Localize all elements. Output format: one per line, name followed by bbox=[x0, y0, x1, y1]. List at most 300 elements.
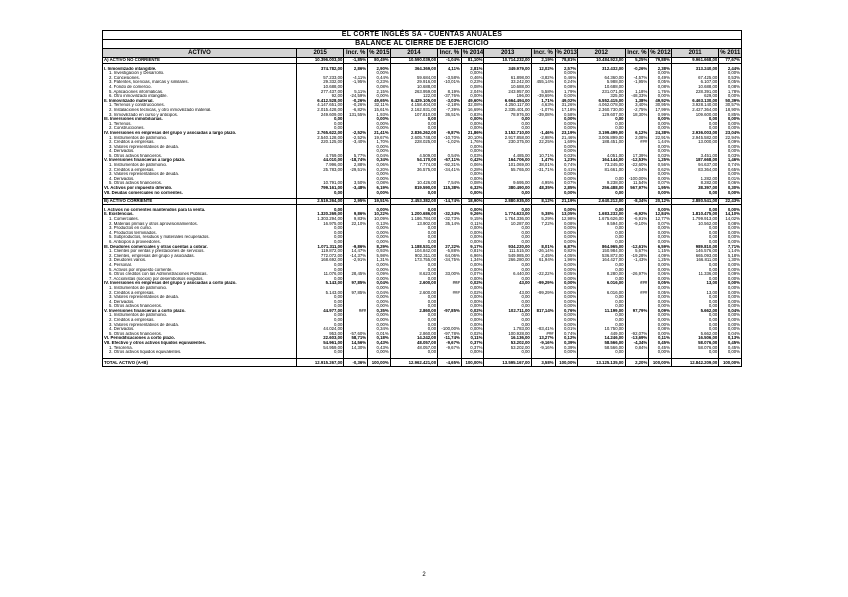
cell-value: 0,07% bbox=[555, 181, 578, 186]
cell-value: 6,59% bbox=[649, 245, 672, 250]
cell-value: 2.162.931,00 bbox=[390, 108, 437, 113]
cell-value: 0,00 bbox=[578, 191, 625, 196]
cell-value: 0,01% bbox=[555, 327, 578, 332]
cell-value: 220.125,00 bbox=[296, 140, 343, 145]
cell-value: 567,97% bbox=[625, 186, 649, 191]
cell-value: 536.872,00 bbox=[578, 254, 625, 259]
cell-value: 25.783,00 bbox=[296, 168, 343, 173]
cell-value: 0,00 bbox=[296, 277, 343, 282]
cell-value: 0,04% bbox=[719, 309, 742, 314]
row-label: 5. Otros activos financieros. bbox=[103, 332, 297, 337]
cell-value: 5.143,00 bbox=[296, 291, 343, 296]
cell-value: -26,14% bbox=[531, 249, 555, 254]
cell-value: 24,38% bbox=[649, 131, 672, 136]
cell-value: 0,00% bbox=[719, 277, 742, 282]
row-label: 3. Valores representativos de deuda. bbox=[103, 172, 297, 177]
cell-value: 0,00% bbox=[555, 71, 578, 76]
cell-value: 0,00% bbox=[368, 240, 391, 245]
cell-value: 0,00% bbox=[649, 263, 672, 268]
cell-value: 100,00% bbox=[368, 358, 391, 366]
cell-value: 14,10% bbox=[719, 212, 742, 217]
cell-value: 3,40% bbox=[625, 103, 649, 108]
cell-value: 2,38% bbox=[649, 67, 672, 72]
cell-value: 58.076,00 bbox=[671, 346, 718, 351]
cell-value: 0,30% bbox=[719, 186, 742, 191]
cell-value: 0,00% bbox=[649, 71, 672, 76]
cell-value: -2,75% bbox=[625, 108, 649, 113]
cell-value: 0,00% bbox=[555, 231, 578, 236]
cell-value: 0,00% bbox=[461, 240, 484, 245]
cell-value: 0,00% bbox=[461, 263, 484, 268]
cell-value: 131,55% bbox=[344, 113, 368, 118]
cell-value: 0,00% bbox=[649, 172, 672, 177]
cell-value: 54.959,00 bbox=[296, 346, 343, 351]
cell-value: 1.282,00 bbox=[671, 177, 718, 182]
cell-value: 6.552.415,00 bbox=[578, 99, 625, 104]
cell-value: -39,69% bbox=[531, 94, 555, 99]
cell-value: 0,83% bbox=[461, 113, 484, 118]
cell-value: 9,83% bbox=[344, 217, 368, 222]
row-label: 1. Instrumentos de patrimonio. bbox=[103, 286, 297, 291]
cell-value: 2,19% bbox=[531, 58, 555, 64]
cell-value: 21,19% bbox=[555, 199, 578, 205]
cell-value: 12,98% bbox=[555, 217, 578, 222]
cell-value: 5,38% bbox=[531, 212, 555, 217]
cell-value: 0,46% bbox=[555, 76, 578, 81]
cell-value: -0,36% bbox=[344, 358, 368, 366]
cell-value: 0,00% bbox=[461, 231, 484, 236]
cell-value: 1.675.626,00 bbox=[578, 217, 625, 222]
cell-value: 49,02% bbox=[555, 99, 578, 104]
cell-value: 0,74% bbox=[719, 163, 742, 168]
cell-value: 2.540.128,00 bbox=[296, 136, 343, 141]
cell-value: 0,00 bbox=[484, 117, 531, 122]
cell-value: 0,00 bbox=[578, 295, 625, 300]
row-label: IV. Inversiones en empresas del grupo y asociadas a corto plazo. bbox=[103, 281, 297, 286]
cell-value: 0,00 bbox=[296, 122, 343, 127]
cell-value: 49,65% bbox=[368, 99, 391, 104]
cell-value: 43,00 bbox=[484, 281, 531, 286]
cell-value: 7,54% bbox=[438, 181, 462, 186]
row-label: 2. Materias primas y otros aprovisionamientos. bbox=[103, 222, 297, 227]
cell-value: 380.490,00 bbox=[484, 186, 531, 191]
cell-value: 146.576,00 bbox=[671, 249, 718, 254]
cell-value: 0,00 bbox=[484, 235, 531, 240]
cell-value: 953,00 bbox=[296, 332, 343, 337]
cell-value: 22.603,00 bbox=[296, 336, 343, 341]
cell-value: 0,00% bbox=[555, 313, 578, 318]
cell-value: 0,00% bbox=[555, 208, 578, 213]
cell-value: -14,74% bbox=[438, 199, 462, 205]
row-label: 3. Productos en curso. bbox=[103, 226, 297, 231]
row-label: 4. Derivados. bbox=[103, 300, 297, 305]
cell-value: 0,00 bbox=[484, 122, 531, 127]
cell-value: 187.668,00 bbox=[671, 158, 718, 163]
cell-value: -100,00% bbox=[438, 327, 462, 332]
row-label: 4. Derivados. bbox=[103, 327, 297, 332]
cell-value: 188.451,00 bbox=[578, 140, 625, 145]
cell-value: 8,29% bbox=[368, 245, 391, 250]
cell-value: 0,00 bbox=[578, 122, 625, 127]
cell-value: -9,16% bbox=[531, 346, 555, 351]
cell-value: 0,00 bbox=[578, 300, 625, 305]
cell-value: 0,00 bbox=[484, 300, 531, 305]
cell-value: 0,00% bbox=[368, 277, 391, 282]
cell-value: 0,05% bbox=[649, 80, 672, 85]
cell-value: 0,00% bbox=[461, 117, 484, 122]
cell-value: 0,00 bbox=[390, 300, 437, 305]
cell-value: 168.692,00 bbox=[296, 258, 343, 263]
cell-value: 10.688,00 bbox=[671, 85, 718, 90]
cell-value: 0,00 bbox=[296, 235, 343, 240]
cell-value: 22,25% bbox=[531, 140, 555, 145]
cell-value: 0,62% bbox=[649, 168, 672, 173]
cell-value: 0,42% bbox=[461, 158, 484, 163]
cell-value: -97,85% bbox=[438, 309, 462, 314]
cell-value: 164.427,00 bbox=[578, 258, 625, 263]
cell-value: 4.509,00 bbox=[390, 154, 437, 159]
cell-value: 0,45% bbox=[719, 341, 742, 346]
cell-value: 6.412.528,00 bbox=[296, 99, 343, 104]
cell-value: 0,00 bbox=[296, 231, 343, 236]
cell-value: -67,11% bbox=[438, 158, 462, 163]
cell-value: 1,38% bbox=[625, 99, 649, 104]
report-title: EL CORTE INGLÉS SA - CUENTAS ANUALES bbox=[102, 30, 742, 39]
cell-value: 0,00% bbox=[649, 323, 672, 328]
cell-value: 8,01% bbox=[531, 245, 555, 250]
cell-value: 0,00 bbox=[390, 122, 437, 127]
column-header: 2011 bbox=[671, 49, 718, 58]
cell-value: 0,00% bbox=[719, 291, 742, 296]
cell-value: 14,30% bbox=[344, 346, 368, 351]
cell-value: -22,60% bbox=[625, 163, 649, 168]
cell-value: 0,00% bbox=[461, 172, 484, 177]
cell-value: 0,00 bbox=[578, 304, 625, 309]
cell-value: 0,00 bbox=[296, 313, 343, 318]
cell-value: 22,91% bbox=[649, 136, 672, 141]
cell-value: 14,47% bbox=[344, 249, 368, 254]
cell-value: 0,00% bbox=[555, 323, 578, 328]
cell-value: 13.595.167,00 bbox=[484, 358, 531, 366]
cell-value: -9,67% bbox=[438, 341, 462, 346]
cell-value: 0,00% bbox=[368, 191, 391, 196]
cell-value: 0,74% bbox=[555, 332, 578, 337]
cell-value: 0,58% bbox=[555, 113, 578, 118]
cell-value: 0,11% bbox=[649, 336, 672, 341]
cell-value: -6,91% bbox=[625, 217, 649, 222]
cell-value: -19,28% bbox=[625, 254, 649, 259]
cell-value: 7,71% bbox=[719, 245, 742, 250]
cell-value: 0,13% bbox=[719, 336, 742, 341]
cell-value: 0,00% bbox=[649, 122, 672, 127]
cell-value: 1,25% bbox=[649, 258, 672, 263]
cell-value: 13.125.135,00 bbox=[578, 358, 625, 366]
cell-value: 374.782,00 bbox=[296, 67, 343, 72]
cell-value: 5,67% bbox=[625, 249, 649, 254]
cell-value: 2.605.748,00 bbox=[390, 136, 437, 141]
cell-value: 0,08% bbox=[649, 327, 672, 332]
cell-value: 0,23% bbox=[368, 80, 391, 85]
cell-value: -100,00% bbox=[625, 177, 649, 182]
cell-value: 0,00% bbox=[555, 268, 578, 273]
cell-value: -1,07% bbox=[531, 108, 555, 113]
cell-value: 6.664.494,00 bbox=[484, 99, 531, 104]
cell-value: 0,00 bbox=[390, 318, 437, 323]
cell-value: 0,00% bbox=[368, 172, 391, 177]
cell-value: 0,00% bbox=[719, 145, 742, 150]
cell-value: 9.961.668,00 bbox=[671, 58, 718, 64]
cell-value: 7.996,00 bbox=[296, 163, 343, 168]
cell-value: 0,00 bbox=[296, 263, 343, 268]
cell-value: 0,00% bbox=[461, 191, 484, 196]
cell-value: 0,00 bbox=[390, 240, 437, 245]
cell-value: 32,11% bbox=[368, 103, 391, 108]
cell-value: 0,00% bbox=[719, 323, 742, 328]
cell-value: 109.600,00 bbox=[671, 113, 718, 118]
cell-value: 0,00% bbox=[461, 277, 484, 282]
cell-value: 0,02% bbox=[461, 309, 484, 314]
cell-value: 19,51% bbox=[368, 199, 391, 205]
cell-value: 0,35% bbox=[368, 309, 391, 314]
row-label: VI. Periodificaciones a corto plazo. bbox=[103, 336, 297, 341]
cell-value: -18,74% bbox=[344, 158, 368, 163]
row-label: 2. Créditos a empresas. bbox=[103, 168, 297, 173]
cell-value: 0,06% bbox=[719, 181, 742, 186]
cell-value: 16,69% bbox=[461, 108, 484, 113]
cell-value: 28,45% bbox=[344, 272, 368, 277]
cell-value: 61,94% bbox=[531, 258, 555, 263]
cell-value: 21,86% bbox=[461, 131, 484, 136]
cell-value: 902.311,00 bbox=[390, 254, 437, 259]
cell-value: 1,44% bbox=[649, 140, 672, 145]
cell-value: 2,04% bbox=[461, 90, 484, 95]
cell-value: 4.062.078,00 bbox=[578, 103, 625, 108]
report-subtitle: BALANCE AL CIERRE DE EJERCICIO bbox=[102, 39, 742, 48]
cell-value: 0,00 bbox=[578, 231, 625, 236]
cell-value: 7.774,00 bbox=[390, 163, 437, 168]
cell-value: 0,00 bbox=[296, 350, 343, 355]
cell-value: 4.147.651,00 bbox=[296, 103, 343, 108]
cell-value: 20,12% bbox=[649, 199, 672, 205]
cell-value: 0,00% bbox=[719, 71, 742, 76]
row-label: 1. Clientes por ventas y prestaciones de servicios. bbox=[103, 249, 297, 254]
cell-value: 0,00% bbox=[368, 286, 391, 291]
cell-value: -1,46% bbox=[531, 131, 555, 136]
cell-value: 48,35% bbox=[531, 186, 555, 191]
cell-value: 1.188.531,00 bbox=[390, 245, 437, 250]
row-label: 5. Otros activos financieros. bbox=[103, 181, 297, 186]
cell-value: 1.683.232,00 bbox=[578, 212, 625, 217]
cell-value: 0,00 bbox=[671, 231, 718, 236]
cell-value: 53.202,00 bbox=[484, 341, 531, 346]
cell-value: 13,00 bbox=[671, 291, 718, 296]
cell-value: 0,04% bbox=[719, 332, 742, 337]
cell-value: 0,00 bbox=[484, 268, 531, 273]
row-label: 4. Derivados. bbox=[103, 149, 297, 154]
cell-value: 0,00% bbox=[555, 277, 578, 282]
cell-value: 48.057,00 bbox=[390, 341, 437, 346]
cell-value: 6,96% bbox=[461, 254, 484, 259]
row-label: 5. Subproductos, residuos y materiales recuperados. bbox=[103, 235, 297, 240]
cell-value: 1,18% bbox=[625, 90, 649, 95]
cell-value: 100,00% bbox=[461, 358, 484, 366]
cell-value: 0,00 bbox=[296, 117, 343, 122]
cell-value: 0,00 bbox=[296, 126, 343, 131]
cell-value: 9.594,00 bbox=[578, 222, 625, 227]
cell-value: 0,00% bbox=[555, 145, 578, 150]
cell-value: 1,47% bbox=[531, 158, 555, 163]
cell-value: 1,70% bbox=[368, 140, 391, 145]
cell-value: 13.902,00 bbox=[390, 222, 437, 227]
cell-value: -99,29% bbox=[531, 291, 555, 296]
cell-value: 0,00% bbox=[649, 268, 672, 273]
cell-value: 0,00 bbox=[671, 313, 718, 318]
cell-value: 0,00% bbox=[719, 313, 742, 318]
table-row bbox=[103, 281, 742, 286]
cell-value: 0,05% bbox=[649, 291, 672, 296]
cell-value: 5.988,00 bbox=[578, 80, 625, 85]
cell-value: 0,00 bbox=[390, 235, 437, 240]
cell-value: 0,00 bbox=[578, 313, 625, 318]
cell-value: 1.810.475,00 bbox=[671, 212, 718, 217]
row-label: 3. Valores representativos de deuda. bbox=[103, 295, 297, 300]
cell-value: 0,00 bbox=[390, 268, 437, 273]
cell-value: 0,00% bbox=[368, 300, 391, 305]
cell-value: 4,09% bbox=[649, 254, 672, 259]
cell-value: 17,39% bbox=[625, 154, 649, 159]
cell-value: 4,63% bbox=[531, 103, 555, 108]
cell-value: 6,87% bbox=[555, 245, 578, 250]
cell-value: 0,00% bbox=[555, 149, 578, 154]
cell-value: -9,16% bbox=[531, 341, 555, 346]
cell-value: 0,00% bbox=[555, 172, 578, 177]
cell-value: 0,00% bbox=[719, 235, 742, 240]
cell-value: 0,00% bbox=[719, 268, 742, 273]
cell-value: 0,43% bbox=[368, 341, 391, 346]
cell-value: 0,00 bbox=[578, 208, 625, 213]
cell-value: 0,00 bbox=[296, 295, 343, 300]
cell-value: 0,00% bbox=[368, 304, 391, 309]
cell-value: 6,12% bbox=[625, 131, 649, 136]
cell-value: 12.915.267,00 bbox=[296, 358, 343, 366]
cell-value: 16.975,00 bbox=[296, 222, 343, 227]
cell-value: 77,67% bbox=[719, 58, 742, 64]
cell-value: 0,00% bbox=[649, 295, 672, 300]
row-label: 2. Instalaciones técnicas, y otro inmovilizado material. bbox=[103, 108, 297, 113]
cell-value: 10,09% bbox=[368, 217, 391, 222]
row-label: VI. Activos por impuesto diferido. bbox=[103, 186, 297, 191]
cell-value: 44.024,00 bbox=[296, 327, 343, 332]
cell-value: 1.764.336,00 bbox=[484, 217, 531, 222]
cell-value: 83.364,00 bbox=[671, 168, 718, 173]
cell-value: 0,00% bbox=[719, 117, 742, 122]
row-label: 6. Anticipos a proveedores. bbox=[103, 240, 297, 245]
row-label: III. Deudores comerciales y otras cuentas a cobrar. bbox=[103, 245, 297, 250]
cell-value: 1.303.294,00 bbox=[296, 217, 343, 222]
cell-value: 67.425,00 bbox=[671, 76, 718, 81]
cell-value: 0,00% bbox=[719, 94, 742, 99]
cell-value: 20,10% bbox=[461, 136, 484, 141]
cell-value: -4,11% bbox=[344, 76, 368, 81]
cell-value: 10.396.003,00 bbox=[296, 58, 343, 64]
cell-value: 0,00 bbox=[578, 117, 625, 122]
cell-value: 16.136,00 bbox=[484, 336, 531, 341]
cell-value: 2.860,00 bbox=[390, 332, 437, 337]
cell-value: 0,00 bbox=[578, 177, 625, 182]
cell-value: -7,39% bbox=[438, 108, 462, 113]
cell-value: 1,96% bbox=[555, 258, 578, 263]
cell-value: 0,39% bbox=[555, 346, 578, 351]
cell-value: 2.917.858,00 bbox=[484, 136, 531, 141]
cell-value: 0,07% bbox=[649, 222, 672, 227]
cell-value: 4.250.117,00 bbox=[484, 103, 531, 108]
cell-value: -1,04% bbox=[438, 58, 462, 64]
cell-value: -3,40% bbox=[344, 140, 368, 145]
cell-value: 0,02% bbox=[461, 291, 484, 296]
cell-value: ### bbox=[438, 291, 462, 296]
cell-value: 0,99% bbox=[649, 113, 672, 118]
row-label: 5. Activos por impuesto corriente. bbox=[103, 268, 297, 273]
cell-value: 1,76% bbox=[649, 90, 672, 95]
cell-value: 0,00% bbox=[555, 191, 578, 196]
cell-value: 29.332,00 bbox=[296, 80, 343, 85]
cell-value: 277.437,00 bbox=[296, 90, 343, 95]
cell-value: 243.957,00 bbox=[484, 90, 531, 95]
cell-value: 0,00% bbox=[368, 263, 391, 268]
cell-value: 196,00 bbox=[484, 94, 531, 99]
cell-value: 0,00% bbox=[719, 318, 742, 323]
cell-value: 0,00% bbox=[555, 126, 578, 131]
cell-value: 49,60% bbox=[461, 99, 484, 104]
cell-value: 0,00% bbox=[461, 122, 484, 127]
cell-value: 455,14% bbox=[531, 80, 555, 85]
cell-value: 53.202,00 bbox=[484, 346, 531, 351]
cell-value: 7,22% bbox=[531, 222, 555, 227]
cell-value: 2,85% bbox=[555, 186, 578, 191]
cell-value: 0,45% bbox=[649, 341, 672, 346]
cell-value: 0,00% bbox=[461, 145, 484, 150]
column-header: 2015 bbox=[296, 49, 343, 58]
cell-value: 0,00 bbox=[390, 304, 437, 309]
cell-value: 81.661,00 bbox=[578, 168, 625, 173]
cell-value: 19,67% bbox=[368, 136, 391, 141]
cell-value: 0,00 bbox=[296, 300, 343, 305]
cell-value: 0,00% bbox=[368, 226, 391, 231]
cell-value: 22,10% bbox=[344, 222, 368, 227]
cell-value: 934.220,00 bbox=[484, 245, 531, 250]
cell-value: 0,00 bbox=[296, 208, 343, 213]
cell-value: 0,00% bbox=[555, 117, 578, 122]
cell-value: 0,00% bbox=[649, 332, 672, 337]
cell-value: 2.015.428,00 bbox=[296, 108, 343, 113]
cell-value: 2.880.541,00 bbox=[671, 199, 718, 205]
cell-value: -31,71% bbox=[531, 168, 555, 173]
column-header: 2013 bbox=[484, 49, 531, 58]
cell-value: 9.238,00 bbox=[578, 181, 625, 186]
cell-value: 0,00 bbox=[296, 304, 343, 309]
row-label: TOTAL ACTIVO (A+B) bbox=[103, 358, 297, 366]
row-label: 1. Comerciales. bbox=[103, 217, 297, 222]
cell-value: -3,03% bbox=[438, 99, 462, 104]
cell-value: 0,00% bbox=[368, 268, 391, 273]
cell-value: 0,09% bbox=[719, 272, 742, 277]
row-label: 1. Instrumentos de patrimonio. bbox=[103, 136, 297, 141]
page-number: 2 bbox=[422, 572, 426, 578]
row-label: I. Activos no corrientes mantenidos para la venta. bbox=[103, 208, 297, 213]
cell-value: 0,00 bbox=[390, 117, 437, 122]
cell-value: 1,31% bbox=[368, 258, 391, 263]
cell-value: 6.107,00 bbox=[671, 80, 718, 85]
